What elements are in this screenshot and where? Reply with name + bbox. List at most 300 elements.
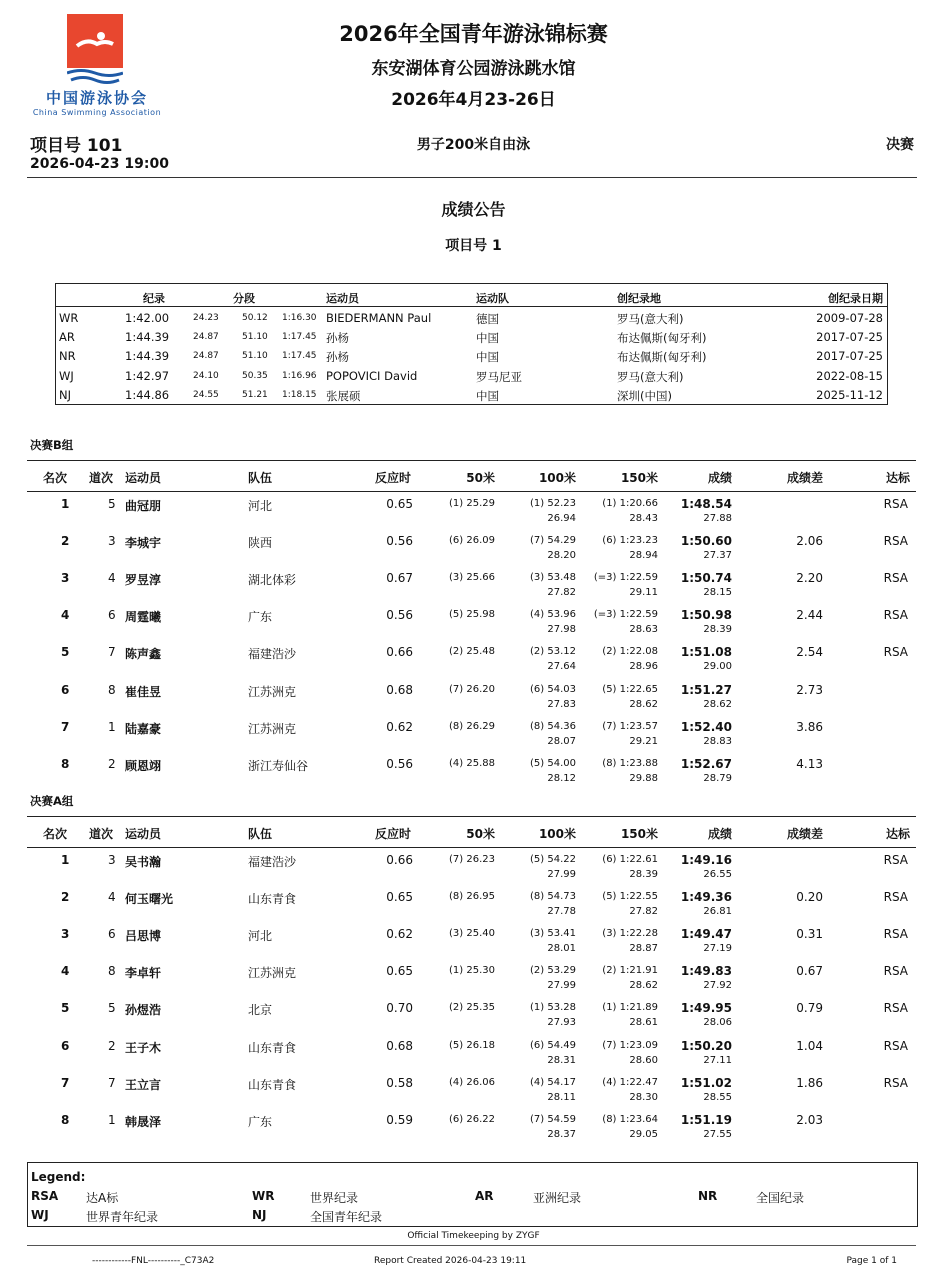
table-row (27, 602, 916, 639)
split-50: (5) 25.98 (449, 609, 495, 621)
lane: 6 (108, 608, 116, 623)
rank: 1 (61, 497, 70, 511)
final-lap: 27.92 (703, 980, 732, 992)
record-s1: 24.55 (193, 389, 219, 400)
time-difference: 2.44 (796, 608, 823, 623)
split-150-lap: 28.39 (629, 869, 658, 880)
column-header: 50米 (466, 471, 495, 485)
column-header: 达标 (885, 827, 910, 841)
column-header: 成绩 (707, 827, 732, 841)
split-150: (3) 1:22.28 (602, 928, 658, 940)
split-150: (=3) 1:22.59 (593, 609, 658, 621)
split-150: (6) 1:23.23 (602, 535, 658, 547)
team-name: 山东青食 (248, 1077, 297, 1092)
split-150: (8) 1:23.64 (602, 1113, 658, 1125)
time-difference: 2.06 (796, 534, 823, 549)
rank: 3 (61, 571, 70, 586)
final-lap: 27.19 (703, 943, 732, 955)
record-code: NJ (59, 387, 71, 402)
qualification: RSA (883, 1075, 908, 1090)
final-time: 1:52.40 (680, 719, 732, 734)
event-datetime: 2026-04-23 19:00 (30, 156, 169, 172)
final-lap: 28.15 (703, 587, 732, 599)
athlete-name: 何玉曙光 (125, 892, 174, 907)
rank: 6 (61, 682, 70, 697)
team-name: 山东青食 (248, 1040, 297, 1055)
records-header-record: 纪录 (143, 292, 165, 305)
legend-code: NR (698, 1189, 718, 1203)
split-100-lap: 27.99 (547, 869, 576, 880)
rank: 8 (61, 756, 70, 771)
split-150-lap: 28.62 (629, 698, 658, 710)
record-s3: 1:17.45 (282, 351, 317, 362)
column-header: 反应时 (375, 827, 412, 841)
split-100: (6) 54.03 (530, 683, 576, 695)
split-100-lap: 28.01 (547, 943, 576, 955)
split-50: (3) 25.40 (449, 928, 495, 940)
split-150: (7) 1:23.57 (602, 720, 658, 732)
rank: 2 (61, 890, 70, 905)
table-row (27, 565, 916, 602)
final-lap: 29.00 (703, 661, 732, 673)
final-time: 1:51.08 (680, 645, 732, 660)
legend-label: 全国青年纪录 (310, 1210, 383, 1224)
team-name: 河北 (248, 499, 273, 513)
record-s1: 24.87 (193, 332, 219, 343)
column-header: 反应时 (375, 471, 412, 485)
split-100-lap: 28.11 (547, 1091, 576, 1103)
column-header: 名次 (43, 471, 68, 485)
meet-venue: 东安湖体育公园游泳跳水馆 (371, 59, 576, 79)
lane: 1 (108, 1112, 116, 1127)
record-code: NR (59, 349, 76, 364)
final-time: 1:50.60 (680, 534, 732, 549)
team-name: 江苏洲克 (248, 721, 297, 736)
records-header-team: 运动队 (476, 292, 509, 305)
team-name: 陕西 (248, 536, 273, 551)
time-difference: 2.54 (796, 645, 823, 660)
table-row (27, 884, 916, 921)
final-time: 1:50.98 (680, 608, 732, 623)
split-100: (1) 53.28 (530, 1002, 576, 1014)
split-150: (1) 1:21.89 (602, 1002, 658, 1014)
group-title: 决赛A组 (30, 794, 74, 808)
split-50: (6) 26.22 (449, 1113, 495, 1125)
table-row (27, 1033, 916, 1070)
record-s3: 1:16.96 (282, 370, 317, 381)
event-number: 项目号 101 (30, 136, 123, 156)
record-s3: 1:17.45 (282, 332, 317, 343)
qualification: RSA (883, 1001, 908, 1016)
record-s3: 1:16.30 (282, 313, 317, 323)
team-name: 北京 (248, 1003, 273, 1018)
reaction-time: 0.65 (386, 497, 413, 511)
athlete-name: 罗昱淳 (125, 573, 162, 588)
split-100: (7) 54.59 (530, 1113, 576, 1125)
athlete-name: 崔佳昱 (125, 684, 162, 699)
lane: 4 (108, 890, 116, 905)
rank: 1 (61, 853, 70, 867)
split-150: (4) 1:22.47 (602, 1076, 658, 1088)
qualification: RSA (883, 927, 908, 942)
final-lap: 27.37 (703, 550, 732, 562)
split-100-lap: 27.93 (547, 1017, 576, 1029)
final-lap: 27.55 (703, 1128, 732, 1140)
table-row (27, 1070, 916, 1107)
qualification: RSA (883, 1038, 908, 1053)
record-code: WJ (59, 368, 74, 383)
record-s2: 51.10 (242, 351, 268, 362)
athlete-name: 王子木 (125, 1040, 162, 1055)
record-time: 1:44.39 (125, 349, 170, 364)
record-row (56, 346, 887, 365)
final-lap: 26.55 (703, 869, 732, 880)
footer-divider (27, 1245, 916, 1246)
column-header: 100米 (538, 827, 576, 841)
final-time: 1:50.20 (680, 1038, 732, 1053)
qualification: RSA (883, 608, 908, 623)
record-s1: 24.87 (193, 351, 219, 362)
reaction-time: 0.56 (386, 534, 413, 549)
final-time: 1:49.47 (680, 927, 732, 942)
record-team: 中国 (476, 350, 499, 365)
meet-dates: 2026年4月23-26日 (391, 90, 556, 110)
split-150-lap: 27.82 (629, 906, 658, 918)
record-date: 2022-08-15 (816, 368, 883, 383)
record-time: 1:44.39 (125, 330, 170, 345)
footer-report-code: ------------FNL----------_C73A2 (92, 1256, 215, 1266)
split-100: (3) 53.48 (530, 572, 576, 584)
final-time: 1:49.36 (680, 890, 732, 905)
table-row (27, 491, 916, 528)
athlete-name: 顾恩翊 (125, 758, 162, 773)
table-row (27, 639, 916, 676)
athlete-name: 曲冠朋 (125, 499, 162, 513)
split-150: (2) 1:22.08 (602, 646, 658, 658)
split-100-lap: 27.78 (547, 906, 576, 918)
qualification: RSA (883, 497, 908, 511)
rank: 8 (61, 1112, 70, 1127)
split-50: (1) 25.29 (449, 498, 495, 509)
split-50: (4) 25.88 (449, 757, 495, 769)
records-header-divider (56, 306, 887, 307)
split-150-lap: 28.94 (629, 550, 658, 562)
reaction-time: 0.68 (386, 682, 413, 697)
split-150-lap: 28.60 (629, 1054, 658, 1066)
legend-box (27, 1162, 918, 1227)
meet-title: 2026年全国青年游泳锦标赛 (339, 22, 608, 46)
split-100-lap: 28.07 (547, 735, 576, 747)
records-header-place: 创纪录地 (617, 292, 661, 305)
time-difference: 1.04 (796, 1038, 823, 1053)
athlete-name: 陆嘉豪 (125, 721, 162, 736)
split-150-lap: 29.11 (629, 587, 658, 599)
split-100-lap: 28.31 (547, 1054, 576, 1066)
athlete-name: 李城宇 (125, 536, 162, 551)
legend-label: 世界青年纪录 (86, 1210, 159, 1224)
split-150-lap: 28.62 (629, 980, 658, 992)
final-time: 1:51.02 (680, 1075, 732, 1090)
final-time: 1:50.74 (680, 571, 732, 586)
records-header-athlete: 运动员 (326, 292, 359, 305)
reaction-time: 0.56 (386, 608, 413, 623)
time-difference: 2.20 (796, 571, 823, 586)
rank: 7 (61, 1075, 70, 1090)
reaction-time: 0.66 (386, 853, 413, 867)
split-100-lap: 28.20 (547, 550, 576, 562)
team-name: 江苏洲克 (248, 966, 297, 981)
column-header: 运动员 (125, 827, 162, 841)
reaction-time: 0.67 (386, 571, 413, 586)
team-name: 浙江寿仙谷 (248, 758, 309, 773)
rank: 4 (61, 964, 70, 979)
team-name: 湖北体彩 (248, 573, 297, 588)
final-lap: 27.88 (703, 513, 732, 524)
records-header-splits: 分段 (233, 292, 255, 305)
team-name: 山东青食 (248, 892, 297, 907)
legend-code: AR (475, 1189, 494, 1203)
split-50: (7) 26.23 (449, 854, 495, 865)
lane: 1 (108, 719, 116, 734)
reaction-time: 0.70 (386, 1001, 413, 1016)
split-100-lap: 27.82 (547, 587, 576, 599)
split-50: (4) 26.06 (449, 1076, 495, 1088)
rank: 5 (61, 645, 70, 660)
split-150: (=3) 1:22.59 (593, 572, 658, 584)
split-100-lap: 27.98 (547, 624, 576, 636)
athlete-name: 吴书瀚 (125, 855, 162, 869)
final-time: 1:49.95 (680, 1001, 732, 1016)
table-row (27, 677, 916, 714)
split-100-lap: 28.12 (547, 772, 576, 784)
split-150-lap: 28.30 (629, 1091, 658, 1103)
lane: 3 (108, 853, 116, 867)
reaction-time: 0.68 (386, 1038, 413, 1053)
record-team: 中国 (476, 331, 499, 346)
group-title: 决赛B组 (30, 438, 74, 452)
record-s1: 24.10 (193, 370, 219, 381)
legend-code: NJ (252, 1208, 267, 1222)
event-name: 男子200米自由泳 (416, 137, 531, 153)
split-100-lap: 27.64 (547, 661, 576, 673)
athlete-name: 孙煜浩 (125, 1003, 162, 1018)
reaction-time: 0.66 (386, 645, 413, 660)
legend-code: WJ (31, 1208, 49, 1222)
split-150: (5) 1:22.55 (602, 891, 658, 903)
split-100-lap: 26.94 (547, 513, 576, 524)
split-150: (8) 1:23.88 (602, 757, 658, 769)
team-name: 广东 (248, 1114, 273, 1129)
lane: 8 (108, 964, 116, 979)
athlete-name: 周霆曦 (125, 610, 162, 625)
table-row (27, 1107, 916, 1144)
team-name: 江苏洲克 (248, 684, 297, 699)
athlete-name: 吕思博 (125, 929, 162, 944)
rank: 6 (61, 1038, 70, 1053)
record-row (56, 385, 887, 404)
split-150: (6) 1:22.61 (602, 854, 658, 865)
record-place: 布达佩斯(匈牙利) (617, 350, 707, 365)
qualification: RSA (883, 645, 908, 660)
record-athlete: 张展硕 (326, 388, 361, 403)
split-50: (8) 26.29 (449, 720, 495, 732)
lane: 3 (108, 534, 116, 549)
reaction-time: 0.65 (386, 890, 413, 905)
split-100: (4) 53.96 (530, 609, 576, 621)
results-table-header (27, 816, 916, 848)
record-row (56, 366, 887, 385)
record-athlete: BIEDERMANN Paul (326, 311, 432, 325)
qualification: RSA (883, 964, 908, 979)
reaction-time: 0.58 (386, 1075, 413, 1090)
legend-label: 世界纪录 (310, 1191, 359, 1205)
lane: 8 (108, 682, 116, 697)
athlete-name: 王立言 (125, 1077, 162, 1092)
reaction-time: 0.62 (386, 927, 413, 942)
split-100-lap: 27.99 (547, 980, 576, 992)
team-name: 河北 (248, 929, 273, 944)
table-row (27, 528, 916, 565)
footer-report-created: Report Created 2026-04-23 19:11 (374, 1256, 527, 1266)
record-s1: 24.23 (193, 313, 219, 323)
column-header: 道次 (89, 827, 114, 841)
record-code: WR (59, 311, 79, 325)
split-150-lap: 29.88 (629, 772, 658, 784)
reaction-time: 0.59 (386, 1112, 413, 1127)
qualification: RSA (883, 534, 908, 549)
time-difference: 0.31 (796, 927, 823, 942)
qualification: RSA (883, 853, 908, 867)
record-row (56, 327, 887, 346)
results-table-header (27, 460, 916, 492)
qualification: RSA (883, 890, 908, 905)
split-100: (5) 54.00 (530, 757, 576, 769)
time-difference: 0.67 (796, 964, 823, 979)
split-50: (1) 25.30 (449, 965, 495, 977)
rank: 4 (61, 608, 70, 623)
split-150-lap: 28.63 (629, 624, 658, 636)
split-150-lap: 28.43 (629, 513, 658, 524)
record-team: 罗马尼亚 (476, 369, 522, 384)
column-header: 成绩差 (786, 471, 823, 485)
athlete-name: 韩晟泽 (125, 1114, 162, 1129)
final-time: 1:48.54 (680, 497, 732, 511)
record-date: 2017-07-25 (816, 330, 883, 345)
rank: 7 (61, 719, 70, 734)
lane: 7 (108, 645, 116, 660)
record-time: 1:42.97 (125, 368, 170, 383)
legend-code: WR (252, 1189, 275, 1203)
column-header: 成绩 (707, 471, 732, 485)
split-100: (7) 54.29 (530, 535, 576, 547)
time-difference: 3.86 (796, 719, 823, 734)
record-s2: 51.21 (242, 389, 268, 400)
split-50: (5) 26.18 (449, 1039, 495, 1051)
final-lap: 26.81 (703, 906, 732, 918)
final-time: 1:52.67 (680, 756, 732, 771)
lane: 2 (108, 1038, 116, 1053)
split-150: (5) 1:22.65 (602, 683, 658, 695)
split-150-lap: 28.96 (629, 661, 658, 673)
split-50: (2) 25.35 (449, 1002, 495, 1014)
final-time: 1:51.27 (680, 682, 732, 697)
record-team: 中国 (476, 388, 499, 403)
split-50: (3) 25.66 (449, 572, 495, 584)
legend-label: 达A标 (86, 1191, 119, 1205)
final-lap: 28.62 (703, 698, 732, 710)
record-team: 德国 (476, 312, 499, 326)
record-date: 2017-07-25 (816, 349, 883, 364)
athlete-name: 陈声鑫 (125, 647, 162, 662)
records-table (55, 283, 888, 405)
reaction-time: 0.56 (386, 756, 413, 771)
time-difference: 0.79 (796, 1001, 823, 1016)
column-header: 队伍 (248, 827, 273, 841)
table-row (27, 751, 916, 788)
final-lap: 28.06 (703, 1017, 732, 1029)
athlete-name: 李卓轩 (125, 966, 162, 981)
lane: 7 (108, 1075, 116, 1090)
split-150-lap: 28.61 (629, 1017, 658, 1029)
column-header: 100米 (538, 471, 576, 485)
split-100: (8) 54.73 (530, 891, 576, 903)
record-athlete: POPOVICI David (326, 368, 418, 383)
record-s2: 50.12 (242, 313, 268, 323)
record-place: 罗马(意大利) (617, 369, 684, 384)
time-difference: 1.86 (796, 1075, 823, 1090)
split-150-lap: 28.87 (629, 943, 658, 955)
qualification: RSA (883, 571, 908, 586)
final-lap: 28.79 (703, 772, 732, 784)
legend-label: 亚洲纪录 (533, 1191, 582, 1205)
lane: 6 (108, 927, 116, 942)
time-difference: 2.03 (796, 1112, 823, 1127)
final-lap: 28.55 (703, 1091, 732, 1103)
legend-label: 全国纪录 (756, 1191, 805, 1205)
record-row (56, 308, 887, 327)
split-150: (1) 1:20.66 (602, 498, 658, 509)
event-round: 决赛 (886, 137, 914, 153)
rank: 3 (61, 927, 70, 942)
split-50: (8) 26.95 (449, 891, 495, 903)
split-100: (2) 53.29 (530, 965, 576, 977)
column-header: 队伍 (248, 471, 273, 485)
logo-english-text: China Swimming Association (32, 108, 162, 117)
split-100: (2) 53.12 (530, 646, 576, 658)
table-row (27, 958, 916, 995)
lane: 4 (108, 571, 116, 586)
records-header-date: 创纪录日期 (828, 292, 883, 305)
record-s3: 1:18.15 (282, 389, 317, 400)
split-50: (6) 26.09 (449, 535, 495, 547)
time-difference: 4.13 (796, 756, 823, 771)
column-header: 成绩差 (786, 827, 823, 841)
split-100-lap: 27.83 (547, 698, 576, 710)
record-place: 罗马(意大利) (617, 312, 684, 326)
column-header: 达标 (885, 471, 910, 485)
record-date: 2025-11-12 (816, 387, 883, 402)
record-place: 布达佩斯(匈牙利) (617, 331, 707, 346)
split-100: (1) 52.23 (530, 498, 576, 509)
split-100: (3) 53.41 (530, 928, 576, 940)
split-50: (2) 25.48 (449, 646, 495, 658)
rank: 5 (61, 1001, 70, 1016)
table-row (27, 995, 916, 1032)
record-athlete: 孙杨 (326, 350, 349, 365)
event-sub-label: 项目号 1 (445, 238, 502, 254)
legend-code: RSA (31, 1189, 59, 1203)
column-header: 150米 (620, 827, 658, 841)
